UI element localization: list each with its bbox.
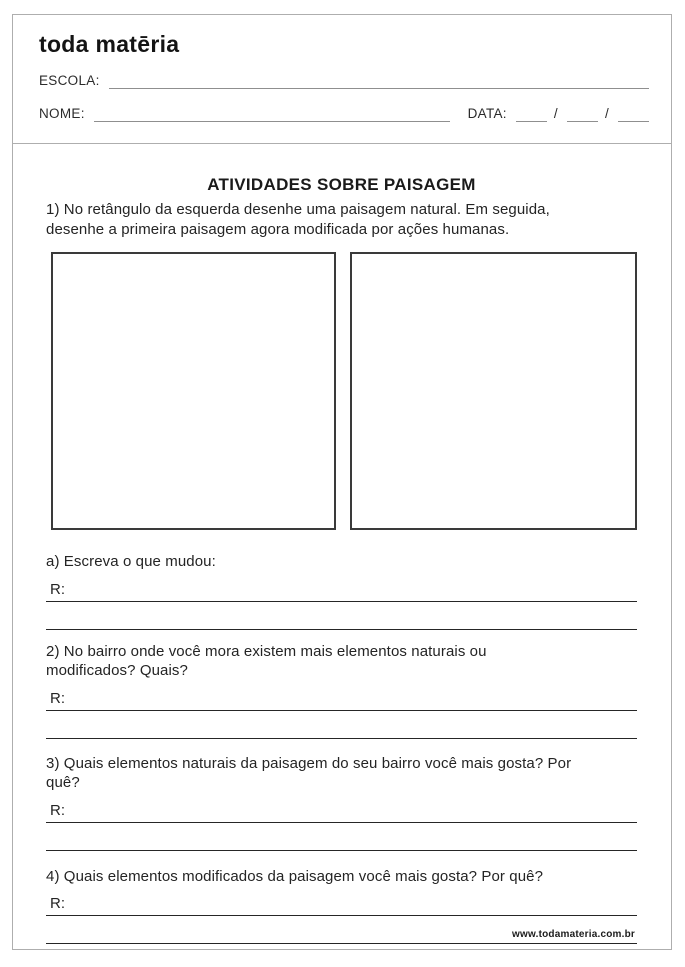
question-3-line-2: quê? (46, 774, 80, 791)
worksheet-header (13, 15, 671, 144)
date-slash-1: / (553, 106, 558, 121)
school-field-line (109, 75, 649, 89)
question-1-line-1: 1) No retângulo da esquerda desenhe uma paisagem natural. Em seguida, (46, 201, 550, 218)
answer-line-prefixed (46, 577, 637, 602)
footer-url: www.todamateria.com.br (512, 929, 635, 940)
answer-prefix: R: (50, 895, 65, 912)
drawing-box-modified (350, 252, 637, 530)
brand-logo: toda matēria (39, 31, 180, 57)
school-row (39, 73, 649, 89)
question-3 (46, 754, 637, 793)
question-3-line-1: 3) Quais elementos naturais da paisagem do seu bairro você mais gosta? Por (46, 754, 572, 772)
question-1-line-2: desenhe a primeira paisagem agora modificada por ações humanas. (46, 220, 510, 238)
drawing-box-natural (51, 252, 336, 530)
answer-prefix: R: (50, 689, 65, 707)
answer-line-prefixed (46, 686, 637, 711)
question-1 (46, 200, 637, 239)
answer-prefix: R: (50, 580, 65, 598)
answer-line-blank (46, 823, 637, 851)
date-slash-2: / (604, 106, 609, 121)
name-row (39, 106, 649, 122)
date-label: DATA: (467, 106, 507, 121)
date-month-field (567, 109, 598, 122)
question-2-line-1: 2) No bairro onde você mora existem mais elementos naturais ou (46, 642, 487, 660)
question-2-line-2: modificados? Quais? (46, 662, 188, 679)
date-day-field (516, 109, 547, 122)
drawing-boxes (51, 252, 637, 530)
worksheet-content (13, 144, 671, 949)
worksheet-page (12, 14, 672, 950)
question-1a: a) Escreva o que mudou: (46, 553, 216, 570)
answer-line-blank (46, 602, 637, 630)
page-title: ATIVIDADES SOBRE PAISAGEM (207, 175, 476, 194)
school-label: ESCOLA: (39, 73, 100, 88)
answer-prefix: R: (50, 801, 65, 819)
answer-line-prefixed (46, 798, 637, 823)
answer-line-blank (46, 711, 637, 739)
question-2 (46, 642, 637, 681)
question-4: 4) Quais elementos modificados da paisagem você mais gosta? Por quê? (46, 867, 544, 885)
date-year-field (618, 109, 649, 122)
name-label: NOME: (39, 106, 85, 121)
name-field-line (94, 108, 450, 122)
answer-line-prefixed (46, 891, 637, 916)
